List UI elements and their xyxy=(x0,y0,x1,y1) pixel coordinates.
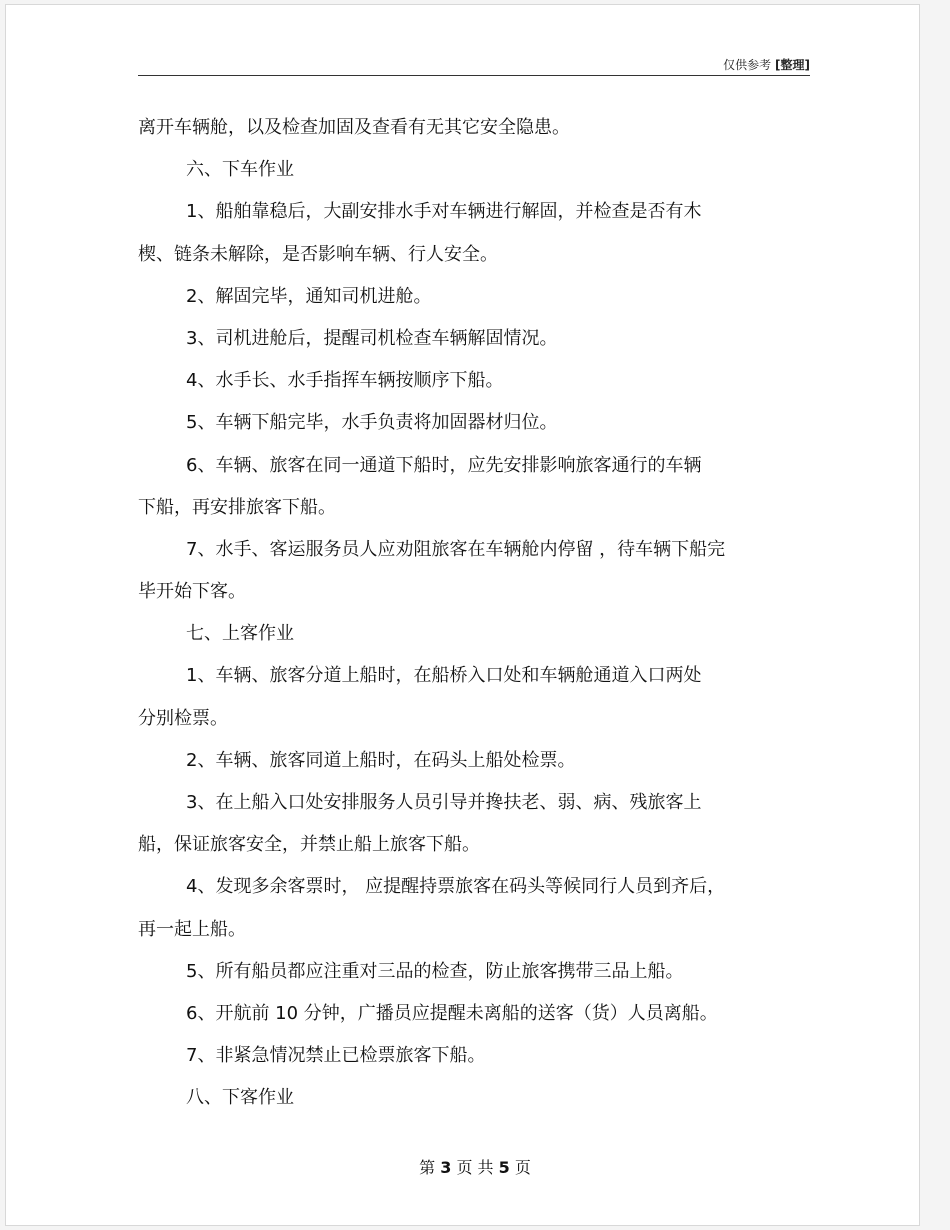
header-bracket-text: [整理] xyxy=(775,58,810,72)
text-line: 船，保证旅客安全，并禁止船上旅客下船。 xyxy=(138,834,480,856)
text-line: 离开车辆舱，以及检查加固及查看有无其它安全隐患。 xyxy=(138,117,570,138)
list-item: 6、车辆、旅客在同一通道下船时，应先安排影响旅客通行的车辆 xyxy=(186,454,702,476)
section-heading: 八、下客作业 xyxy=(186,1087,294,1109)
header-divider xyxy=(138,75,810,76)
page-header xyxy=(723,56,810,73)
list-item: 5、车辆下船完毕，水手负责将加固器材归位。 xyxy=(186,412,558,434)
list-item: 2、车辆、旅客同道上船时，在码头上船处检票。 xyxy=(186,749,576,771)
text-line: 分别检票。 xyxy=(138,707,228,729)
current-page-number: 3 xyxy=(440,1158,452,1177)
section-heading: 七、上客作业 xyxy=(186,623,294,645)
list-item: 5、所有船员都应注重对三品的检查，防止旅客携带三品上船。 xyxy=(186,960,684,982)
footer-suffix: 页 xyxy=(509,1158,531,1177)
text-line: 楔、链条未解除，是否影响车辆、行人安全。 xyxy=(138,243,498,265)
list-item: 3、司机进舱后，提醒司机检查车辆解固情况。 xyxy=(186,327,558,349)
section-heading: 六、下车作业 xyxy=(186,159,294,181)
footer-middle: 页 共 xyxy=(451,1158,499,1177)
list-item: 3、在上船入口处安排服务人员引导并搀扶老、弱、病、残旅客上 xyxy=(186,792,702,813)
list-item: 1、车辆、旅客分道上船时，在船桥入口处和车辆舱通道入口两处 xyxy=(186,665,702,687)
list-item: 4、水手长、水手指挥车辆按顺序下船。 xyxy=(186,370,504,392)
text-line: 再一起上船。 xyxy=(138,918,246,940)
list-item: 4、发现多余客票时， 应提醒持票旅客在码头等候同行人员到齐后， xyxy=(186,876,726,898)
text-line: 毕开始下客。 xyxy=(138,581,246,603)
text-line: 下船，再安排旅客下船。 xyxy=(138,496,336,518)
list-item: 1、船舶靠稳后，大副安排水手对车辆进行解固，并检查是否有木 xyxy=(186,201,702,223)
document-body xyxy=(138,107,818,1120)
list-item: 2、解固完毕，通知司机进舱。 xyxy=(186,285,432,307)
header-note-text: 仅供参考 xyxy=(723,58,772,72)
list-item: 6、开航前 10 分钟，广播员应提醒未离船的送客（货）人员离船。 xyxy=(186,1002,718,1024)
page-footer xyxy=(0,1155,950,1178)
list-item: 7、非紧急情况禁止已检票旅客下船。 xyxy=(186,1045,486,1067)
list-item: 7、水手、客运服务员人应劝阻旅客在车辆舱内停留 ，待车辆下船完 xyxy=(186,538,726,560)
total-pages-number: 5 xyxy=(498,1158,510,1177)
footer-prefix: 第 xyxy=(419,1158,441,1177)
